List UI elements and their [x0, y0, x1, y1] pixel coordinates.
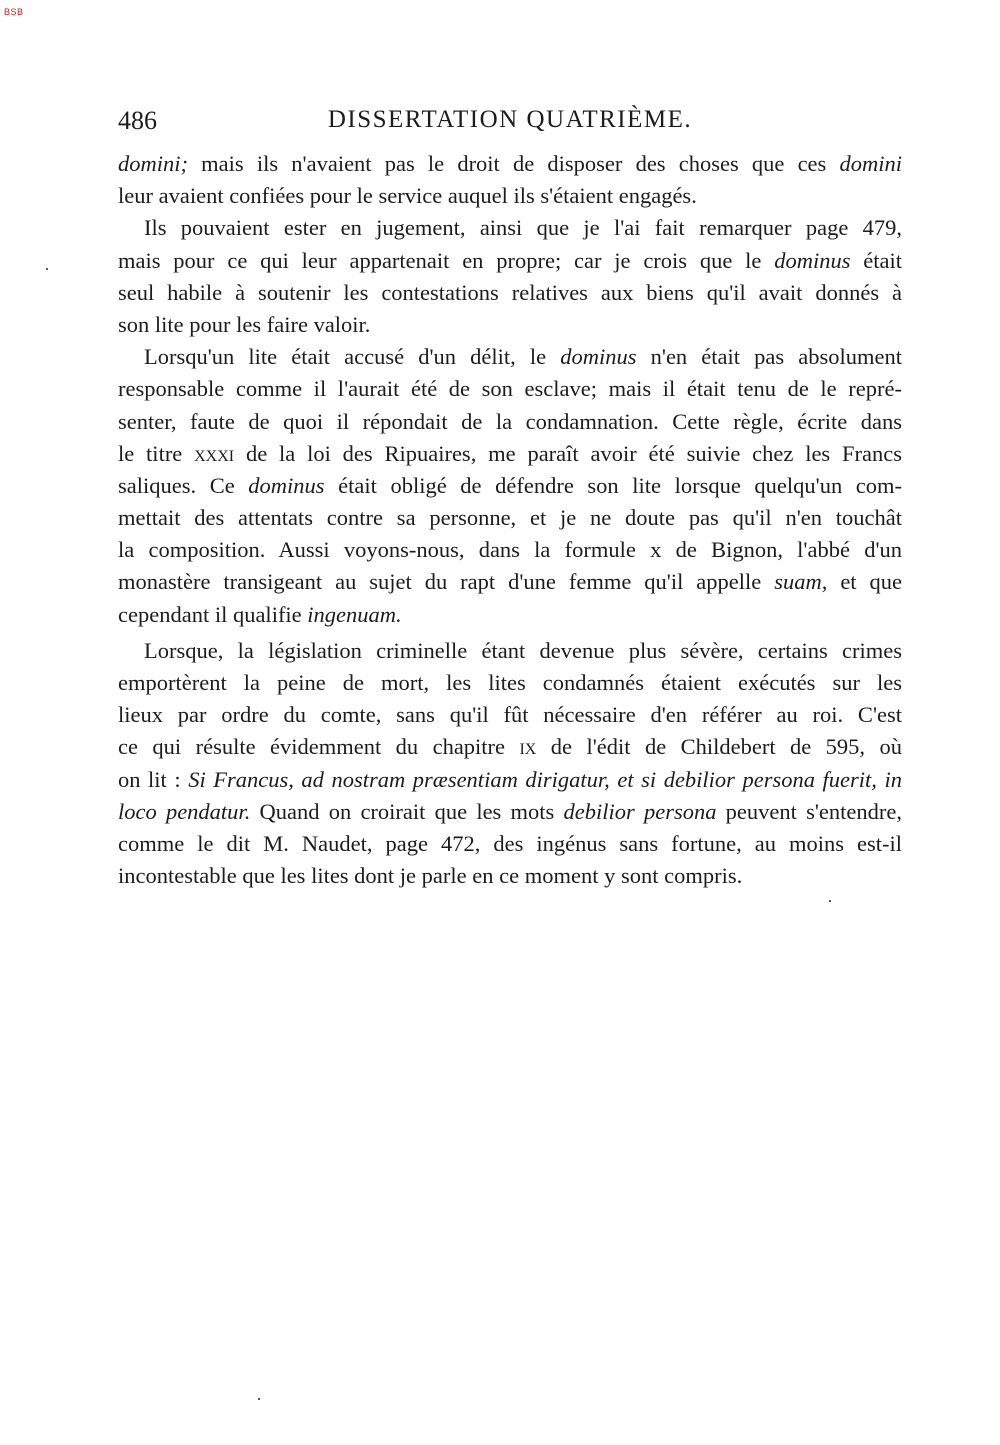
text-run: monastère transigeant au sujet du rapt d'une femme qu'il appelle [118, 569, 775, 595]
text-line: lieux par ordre du comte, sans qu'il fût nécessaire d'en référer au roi. C'est [118, 702, 902, 728]
text-run: de l'édit de Childebert de 595, où [536, 734, 902, 760]
text-line: senter, faute de quoi il répondait de la condamnation. Cette règle, écrite dans [118, 408, 902, 434]
italic-word: domini [839, 151, 902, 176]
page-number: 486 [118, 106, 157, 135]
latin-quotation: loco pendatur. [118, 798, 251, 824]
roman-numeral: XXXI [194, 447, 235, 465]
text-line: mettait des attentats contre sa personne, et je ne doute pas qu'il n'en touchât [118, 505, 902, 531]
text-line [118, 245, 902, 277]
text-run: n'en était pas absolument [636, 344, 903, 370]
running-title: DISSERTATION QUATRIÈME. [327, 106, 693, 133]
text-line: seul habile à soutenir les contestations relatives aux biens qu'il avait donnés à [118, 279, 902, 305]
text-run: mais ils n'avaient pas le droit de disposer des choses que ces [188, 151, 840, 176]
text-run: Lorsqu'un lite était accusé d'un délit, le [144, 344, 561, 370]
text-line: la composition. Aussi voyons-nous, dans la formule x de Bignon, l'abbé d'un [118, 537, 902, 563]
italic-word: dominus [774, 247, 851, 273]
italic-word: debilior persona [563, 798, 717, 824]
scan-speck [829, 900, 831, 902]
text-run: était [850, 247, 902, 273]
text-run: le titre [118, 440, 195, 466]
scan-speck [258, 1398, 260, 1400]
text-line: son lite pour les faire valoir. [118, 311, 371, 337]
text-line: responsable comme il l'aurait été de son esclave; mais il était tenu de le repré- [118, 376, 902, 402]
text-line [118, 796, 902, 828]
text-line: Lorsque, la législation criminelle étant devenue plus sévère, certains crimes [144, 637, 902, 663]
text-line: Ils pouvaient ester en jugement, ainsi que je l'ai fait remarquer page 479, [144, 215, 902, 241]
text-run: ce qui résulte évidemment du chapitre [118, 734, 520, 760]
text-run: était obligé de défendre son lite lorsque quelqu'un com- [324, 472, 903, 498]
text-run: cependant il qualifie [118, 601, 308, 627]
text-run: peuvent s'entendre, [716, 798, 903, 824]
body-text [118, 148, 902, 892]
page-header [118, 106, 902, 140]
text-line: emportèrent la peine de mort, les lites condamnés étaient exécutés sur les [118, 670, 902, 695]
text-line [118, 566, 902, 598]
text-line [118, 599, 902, 631]
italic-word: ingenuam. [307, 601, 402, 627]
text-line [118, 148, 902, 180]
text-run: mais pour ce qui leur appartenait en propre; car je crois que le [118, 247, 775, 273]
text-line: comme le dit M. Naudet, page 472, des ingénus sans fortune, au moins est-il [118, 830, 902, 856]
text-run: saliques. Ce [118, 472, 249, 498]
text-line [118, 470, 902, 502]
text-line [118, 764, 902, 796]
text-run: et que [827, 569, 902, 595]
italic-word: suam, [774, 569, 828, 595]
latin-quotation: Si Francus, ad nostram præsentiam dirigatur, et si debilior persona fuerit, in [188, 766, 902, 792]
scan-speck [46, 268, 48, 270]
italic-word: domini; [118, 151, 188, 176]
text-line [118, 341, 902, 373]
text-run: on lit : [118, 766, 189, 792]
roman-numeral: IX [519, 741, 537, 759]
text-line: incontestable que les lites dont je parle en ce moment y sont compris. [118, 863, 743, 889]
text-line [118, 438, 902, 470]
library-stamp: BSB [4, 7, 24, 17]
text-run: de la loi des Ripuaires, me paraît avoir été suivie chez les Francs [234, 440, 902, 466]
text-line [118, 731, 902, 763]
text-run: Quand on croirait que les mots [250, 798, 564, 824]
text-line: leur avaient confiées pour le service auquel ils s'étaient engagés. [118, 183, 697, 209]
italic-word: dominus [248, 472, 325, 498]
italic-word: dominus [560, 344, 637, 370]
